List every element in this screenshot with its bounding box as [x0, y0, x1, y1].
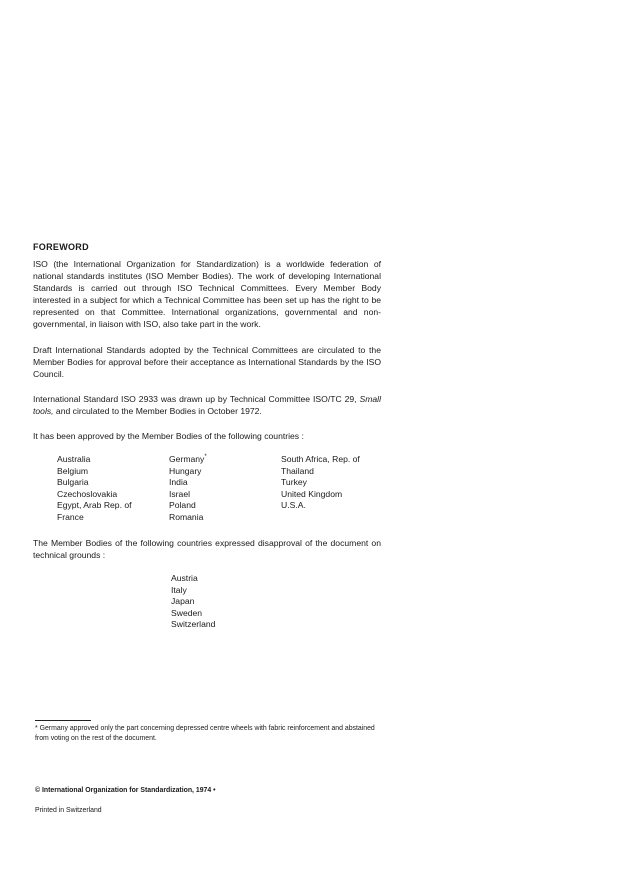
country-name: Egypt, Arab Rep. of [57, 500, 132, 511]
country-name: South Africa, Rep. of [281, 454, 360, 464]
country-name: Israel [169, 488, 191, 499]
foreword-heading: FOREWORD [33, 242, 89, 252]
country-name: Japan [171, 596, 195, 607]
foreword-paragraph-drafts: Draft International Standards adopted by the Technical Committees are circulated to the Member Bodies for approval before their acceptance as International Standards by the ISO Council. [33, 345, 381, 379]
country-name: Czechoslovakia [57, 488, 118, 499]
disapproval-intro: The Member Bodies of the following countries expressed disapproval of the document on technical grounds : [33, 538, 381, 560]
country-name: Germany [169, 454, 205, 464]
country-name: Belgium [57, 465, 89, 476]
country-name: Switzerland [171, 619, 216, 630]
approving-column-2 [169, 454, 207, 524]
footnote: * Germany approved only the part concerning depressed centre wheels with fabric reinforcement and abstained from voting on the rest of the document. [35, 725, 375, 742]
country-name: Turkey [281, 477, 307, 488]
approving-column-3 [281, 454, 360, 512]
country-name: Bulgaria [57, 477, 89, 488]
printed-in: Printed in Switzerland [35, 807, 102, 814]
country-name: Hungary [169, 465, 202, 476]
disapproving-countries [171, 573, 215, 631]
country-name: India [169, 477, 188, 488]
footnote-rule [35, 720, 91, 721]
approving-column-1 [57, 454, 132, 524]
country-name: Italy [171, 584, 187, 595]
copyright-notice: © International Organization for Standardization, 1974 • [35, 787, 216, 794]
standard-text-before: International Standard ISO 2933 was drawn up by Technical Committee ISO/TC 29, [33, 394, 360, 404]
foreword-paragraph-standard [33, 393, 381, 417]
country-name: Poland [169, 500, 196, 511]
standard-text-after: and circulated to the Member Bodies in October 1972. [53, 406, 262, 416]
committee-title: Small tools, [33, 394, 381, 416]
country-name: Romania [169, 511, 204, 522]
approval-intro: It has been approved by the Member Bodies of the following countries : [33, 431, 304, 441]
country-name: Thailand [281, 465, 314, 476]
footnote-marker: * [204, 454, 207, 461]
country-name: United Kingdom [281, 488, 343, 499]
country-name: U.S.A. [281, 500, 306, 511]
country-name: Austria [171, 573, 198, 583]
country-name: France [57, 511, 84, 522]
country-name-germany [169, 454, 207, 466]
foreword-paragraph-iso: ISO (the International Organization for Standardization) is a worldwide federation of national standards institutes (ISO Member Bodies). The work of developing International Standards is carried out through ISO Technical Committees. Every Member Body interested in a subject for which a Technical Committee has been set up has the right to be represented on that Committee. International organizations, governmental and non-governmental, in liaison with ISO, also take part in the work. [33, 259, 381, 329]
country-name: Sweden [171, 607, 203, 618]
country-name: Australia [57, 454, 91, 464]
